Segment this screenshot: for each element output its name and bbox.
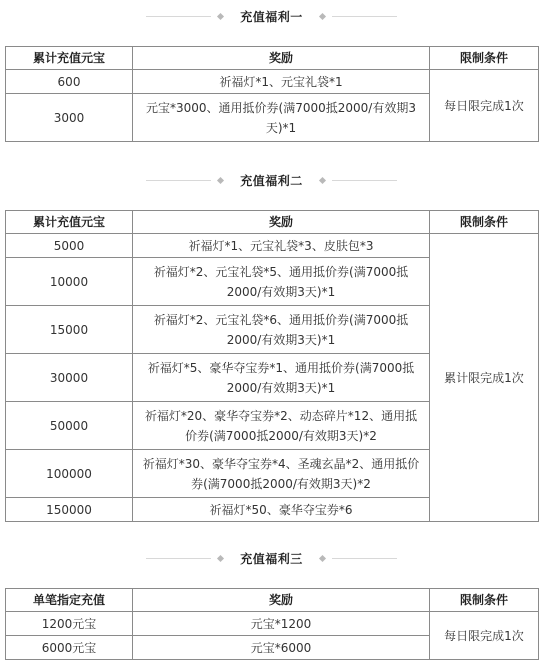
amount-cell: 5000 [6,234,133,258]
section-title-1 [0,6,543,26]
divider-line [332,16,397,17]
divider-line [146,180,211,181]
reward-cell: 祈福灯*30、豪华夺宝券*4、圣魂玄晶*2、通用抵价券(满7000抵2000/有效期3天)*2 [133,450,430,498]
table-row [6,612,539,636]
section-title-3 [0,548,543,568]
column-header: 限制条件 [430,47,539,70]
reward-cell: 元宝*6000 [133,636,430,660]
amount-cell: 3000 [6,94,133,142]
amount-cell: 6000元宝 [6,636,133,660]
amount-cell: 1200元宝 [6,612,133,636]
reward-table-1 [5,46,539,142]
section-title-2 [0,170,543,190]
reward-cell: 祈福灯*50、豪华夺宝券*6 [133,498,430,522]
reward-cell: 祈福灯*1、元宝礼袋*3、皮肤包*3 [133,234,430,258]
limit-cell: 每日限完成1次 [430,612,539,660]
amount-cell: 15000 [6,306,133,354]
column-header: 累计充值元宝 [6,211,133,234]
diamond-icon [217,554,224,561]
amount-cell: 10000 [6,258,133,306]
reward-cell: 祈福灯*20、豪华夺宝券*2、动态碎片*12、通用抵价券(满7000抵2000/有效期3天)*2 [133,402,430,450]
divider-line [332,558,397,559]
reward-table-2 [5,210,539,522]
section-title-text: 充值福利二 [240,173,303,188]
column-header: 奖励 [133,211,430,234]
amount-cell: 30000 [6,354,133,402]
diamond-icon [319,176,326,183]
column-header: 奖励 [133,589,430,612]
reward-cell: 元宝*1200 [133,612,430,636]
diamond-icon [217,12,224,19]
table-row [6,70,539,94]
section-title-text: 充值福利三 [240,551,303,566]
limit-cell: 每日限完成1次 [430,70,539,142]
amount-cell: 150000 [6,498,133,522]
table-header-row [6,47,539,70]
section-title-text: 充值福利一 [240,9,303,24]
reward-cell: 祈福灯*1、元宝礼袋*1 [133,70,430,94]
limit-cell: 累计限完成1次 [430,234,539,522]
amount-cell: 600 [6,70,133,94]
reward-cell: 祈福灯*5、豪华夺宝券*1、通用抵价券(满7000抵2000/有效期3天)*1 [133,354,430,402]
column-header: 限制条件 [430,211,539,234]
reward-cell: 祈福灯*2、元宝礼袋*5、通用抵价券(满7000抵2000/有效期3天)*1 [133,258,430,306]
amount-cell: 50000 [6,402,133,450]
divider-line [146,16,211,17]
diamond-icon [319,12,326,19]
column-header: 限制条件 [430,589,539,612]
column-header: 单笔指定充值 [6,589,133,612]
divider-line [146,558,211,559]
table-header-row [6,589,539,612]
diamond-icon [217,176,224,183]
diamond-icon [319,554,326,561]
amount-cell: 100000 [6,450,133,498]
divider-line [332,180,397,181]
column-header: 奖励 [133,47,430,70]
column-header: 累计充值元宝 [6,47,133,70]
reward-cell: 元宝*3000、通用抵价券(满7000抵2000/有效期3天)*1 [133,94,430,142]
reward-cell: 祈福灯*2、元宝礼袋*6、通用抵价券(满7000抵2000/有效期3天)*1 [133,306,430,354]
table-header-row [6,211,539,234]
table-row [6,234,539,258]
reward-table-3 [5,588,539,660]
